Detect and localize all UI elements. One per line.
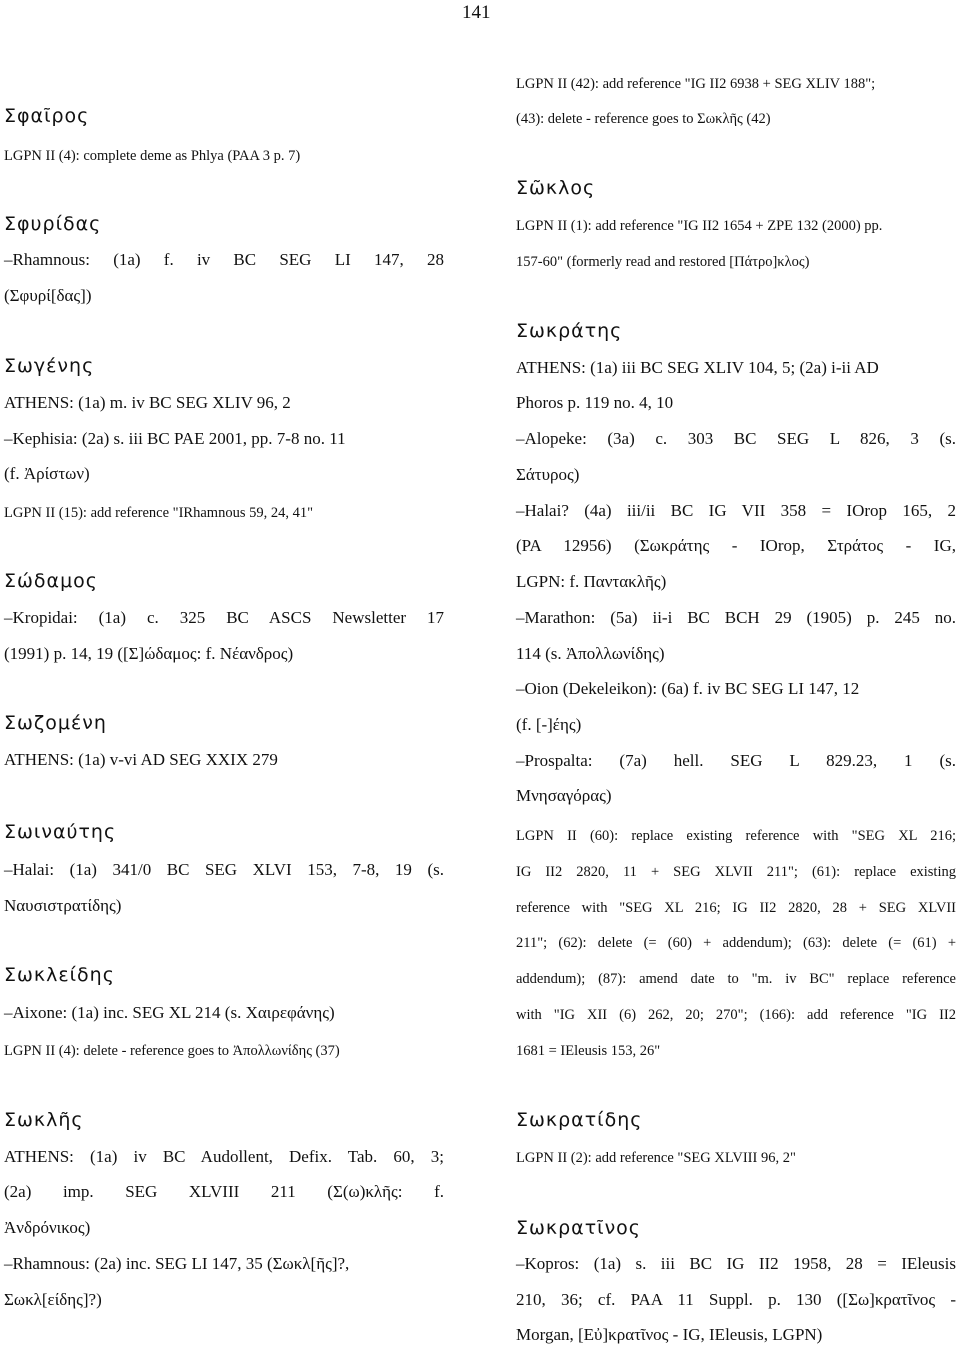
- entry-text: LGPN II (1): add reference "IG II2 1654 + ZPE 132 (2000) pp.: [516, 218, 883, 234]
- entry-text: (Σφυρί[δας]): [4, 286, 92, 305]
- entry-text: with "IG XII (6) 262, 20; 270"; (166): add reference "IG II2: [516, 1007, 956, 1023]
- entry-text: Σάτυρος): [516, 465, 580, 484]
- entry-text: LGPN II (2): add reference "SEG XLVIII 96, 2": [516, 1150, 796, 1166]
- entry-text: –Aixone: (1a) inc. SEG XL 214 (s. Χαιρεφάνης): [4, 1003, 335, 1022]
- entry-text: 210, 36; cf. PAA 11 Suppl. p. 130 ([Σω]κρατῖνος -: [516, 1290, 956, 1309]
- entry-text: Σωκλ[είδης]?): [4, 1290, 102, 1309]
- entry-text: Ἀνδρόνικος): [4, 1218, 91, 1237]
- entry-text: Phoros p. 119 no. 4, 10: [516, 393, 674, 412]
- entry-heading: Σωκλῆς: [4, 1109, 84, 1131]
- entry-text: ATHENS: (1a) v-vi AD SEG XXIX 279: [4, 750, 278, 769]
- entry-heading: Σῶκλος: [516, 177, 596, 199]
- entry-text: Ναυσιστρατίδης): [4, 896, 122, 915]
- entry-text: –Oion (Dekeleikon): (6a) f. iv BC SEG LI 147, 12: [516, 679, 860, 698]
- entry-heading: Σωγένης: [4, 355, 95, 377]
- entry-text: Morgan, [Εὐ]κρατῖνος - IG, IEleusis, LGPN): [516, 1325, 823, 1344]
- entry-text: (43): delete - reference goes to Σωκλῆς (42): [516, 111, 771, 127]
- entry-text: LGPN II (60): replace existing reference with "SEG XL 216;: [516, 828, 956, 844]
- entry-text: ATHENS: (1a) iii BC SEG XLIV 104, 5; (2a) i-ii AD: [516, 358, 879, 377]
- entry-heading: Σωιναύτης: [4, 821, 117, 843]
- entry-text: –Halai? (4a) iii/ii BC IG VII 358 = IOrop 165, 2: [516, 501, 956, 520]
- entry-heading: Σωκράτης: [516, 320, 623, 342]
- entry-text: –Kephisia: (2a) s. iii BC PAE 2001, pp. 7-8 no. 11: [4, 429, 346, 448]
- entry-text: LGPN II (4): complete deme as Phlya (PAA 3 p. 7): [4, 148, 301, 164]
- entry-text: 1681 = IEleusis 153, 26": [516, 1043, 661, 1059]
- entry-text: LGPN II (15): add reference "IRhamnous 59, 24, 41": [4, 505, 314, 521]
- entry-text: reference with "SEG XL 216; IG II2 2820, 28 + SEG XLVII: [516, 900, 956, 916]
- entry-text: (PA 12956) (Σωκράτης - IOrop, Στράτος - IG,: [516, 536, 956, 555]
- entry-text: (2a) imp. SEG XLVIII 211 (Σ(ω)κλῆς: f.: [4, 1182, 444, 1201]
- entry-text: (f. Ἀρίστων): [4, 464, 90, 483]
- entry-text: –Kropidai: (1a) c. 325 BC ASCS Newsletter 17: [4, 608, 444, 627]
- entry-text: 114 (s. Ἀπολλωνίδης): [516, 644, 665, 663]
- entry-text: –Rhamnous: (1a) f. iv BC SEG LI 147, 28: [4, 250, 444, 269]
- entry-text: –Marathon: (5a) ii-i BC BCH 29 (1905) p. 245 no.: [516, 608, 956, 627]
- entry-heading: Σώδαμος: [4, 570, 98, 592]
- entry-text: LGPN II (42): add reference "IG II2 6938 + SEG XLIV 188";: [516, 76, 876, 92]
- entry-text: –Alopeke: (3a) c. 303 BC SEG L 826, 3 (s.: [516, 429, 956, 448]
- entry-heading: Σωκλείδης: [4, 964, 115, 986]
- entry-heading: Σφαῖρος: [4, 105, 90, 127]
- page-number: 141: [462, 2, 491, 23]
- entry-text: ATHENS: (1a) m. iv BC SEG XLIV 96, 2: [4, 393, 291, 412]
- entry-text: 211"; (62): delete (= (60) + addendum); (63): delete (= (61) +: [516, 935, 956, 951]
- entry-text: –Prospalta: (7a) hell. SEG L 829.23, 1 (s.: [516, 751, 956, 770]
- entry-heading: Σωκρατίδης: [516, 1109, 643, 1131]
- entry-text: addendum); (87): amend date to "m. iv BC" replace reference: [516, 971, 956, 987]
- entry-text: ATHENS: (1a) iv BC Audollent, Defix. Tab. 60, 3;: [4, 1147, 444, 1166]
- entry-heading: Σωκρατῖνος: [516, 1217, 641, 1239]
- entry-heading: Σφυρίδας: [4, 213, 102, 235]
- entry-text: LGPN II (4): delete - reference goes to Ἀπολλωνίδης (37): [4, 1043, 340, 1059]
- entry-text: IG II2 2820, 11 + SEG XLVII 211"; (61): replace existing: [516, 864, 956, 880]
- entry-text: –Kopros: (1a) s. iii BC IG II2 1958, 28 = IEleusis: [516, 1254, 956, 1273]
- entry-text: –Rhamnous: (2a) inc. SEG LI 147, 35 (Σωκλ[ῆς]?,: [4, 1254, 350, 1273]
- entry-text: (1991) p. 14, 19 ([Σ]ώδαμος: f. Νέανδρος): [4, 644, 294, 663]
- entry-heading: Σωζομένη: [4, 712, 107, 734]
- entry-text: –Halai: (1a) 341/0 BC SEG XLVI 153, 7-8, 19 (s.: [4, 860, 444, 879]
- entry-text: (f. [-]έης): [516, 715, 582, 734]
- entry-text: LGPN: f. Παντακλῆς): [516, 572, 667, 591]
- entry-text: 157-60" (formerly read and restored [Πάτρο]κλος): [516, 254, 810, 270]
- entry-text: Μνησαγόρας): [516, 786, 612, 805]
